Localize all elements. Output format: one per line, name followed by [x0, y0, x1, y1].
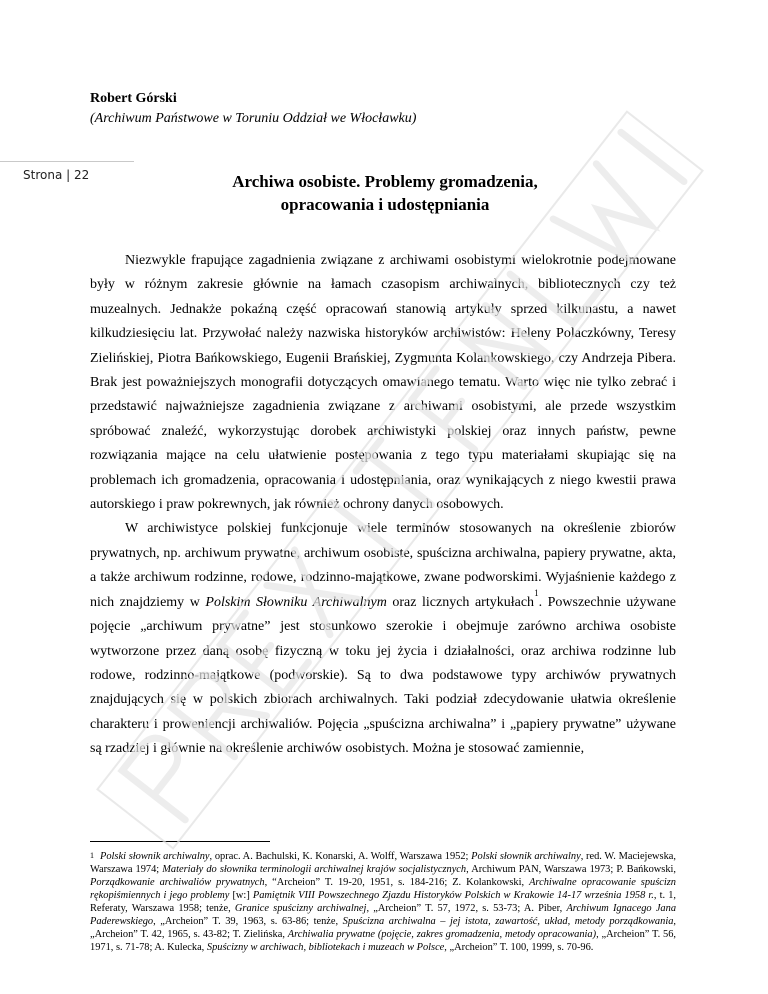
fn-segment-18: , „Archeion” T. 42, 1965, s. 43-82; T. Zielińska,	[90, 916, 677, 940]
fn-segment-3: Polski słownik archiwalny	[471, 851, 581, 862]
fn-segment-5: Materiały do słownika terminologii archiwalnej krajów socjalistycznych	[162, 864, 467, 875]
fn-segment-4: , red. W. Maciejewska, Warszawa 1974;	[90, 851, 677, 875]
fn-segment-19: Archiwalia prywatne (pojęcie, zakres gromadzenia, metody opracowania)	[287, 929, 597, 940]
footnote-1	[90, 850, 676, 954]
footnote-separator	[90, 841, 270, 842]
footnote-number: 1	[90, 851, 94, 860]
fn-segment-16: , „Archeion” T. 39, 1963, s. 63-86; tenże,	[153, 916, 343, 927]
title-line-1: Archiwa osobiste. Problemy gromadzenia,	[232, 172, 538, 191]
fn-segment-21: Spuścizny w archiwach, bibliotekach i muzeach w Polsce	[206, 942, 445, 953]
footnote-reference[interactable]: 1	[534, 587, 539, 598]
title-line-2: opracowania i udostępniania	[280, 195, 490, 214]
fn-segment-6: , Archiwum PAN, Warszawa 1973; P. Bańkowski,	[466, 864, 676, 875]
fn-segment-8: , “Archeion” T. 19-20, 1951, s. 184-216; Z. Kolankowski,	[264, 877, 530, 888]
fn-segment-13: Granice spuścizny archiwalnej	[234, 903, 367, 914]
author-affiliation: (Archiwum Państwowe w Toruniu Oddział we Włocławku)	[90, 111, 417, 126]
fn-segment-11: Pamiętnik VIII Powszechnego Zjazdu Historyków Polskich w Krakowie 14-17 września 1958 r.	[252, 890, 654, 901]
fn-segment-2: , oprac. A. Bachulski, K. Konarski, A. Wolff, Warszawa 1952;	[209, 851, 472, 862]
fn-segment-14: , „Archeion” T. 57, 1972, s. 53-73; A. Piber,	[366, 903, 567, 914]
fn-segment-22: , „Archeion” T. 100, 1999, s. 70-96.	[444, 942, 594, 953]
paragraph-2-italic-title: Polskim Słowniku Archiwalnym	[205, 594, 387, 610]
paragraph-2-text-c: . Powszechnie używane pojęcie „archiwum prywatne” jest stosunkowo szerokie i obejmuje zarówno archiwa osobiste wytworzone przez daną osobę fizyczną w toku jej życia i działalności, oraz archiwa rodzinne lub rodowe, rodzinno-majątkowe (podworskie). Są to dwa podstawowe typy archiwów prywatnych znajdujących się w polskich zbiorach archiwalnych. Taki podział zdecydowanie ułatwia określenie charakteru i proweniencji archiwaliów. Pojęcia „spuścizna archiwalna” i „papiery prywatne” używane są rzadziej i głównie na określenie archiwów osobistych. Można je stosować zamiennie,	[90, 594, 677, 757]
article-body	[90, 249, 676, 762]
paragraph-2-text-a: W archiwistyce polskiej funkcjonuje wiele terminów stosowanych na określenie zbiorów prywatnych, np. archiwum prywatne, archiwum osobiste, spuścizna archiwalna, papiery prywatne, akta, a także archiwum rodzinne, rodowe, rodzinno-majątkowe, zwane podworskimi. Wyjaśnienie każdego z nich znajdziemy w	[90, 521, 676, 610]
margin-rule	[0, 161, 134, 162]
fn-segment-10: [w:]	[229, 890, 253, 901]
paragraph-2	[90, 517, 676, 761]
author-name: Robert Górski	[90, 91, 177, 106]
fn-segment-17: Spuścizna archiwalna – jej istota, zawartość, układ, metody porządkowania	[342, 916, 674, 927]
fn-segment-12: , t. 1, Referaty, Warszawa 1958; tenże,	[90, 890, 676, 914]
paragraph-1: Niezwykle frapujące zagadnienia związane z archiwami osobistymi wielokrotnie podejmowane były w różnym zakresie głównie na łamach czasopism archiwalnych, bibliotecznych czy też muzealnych. Jednakże pokaźną część opracowań stanowią artykuły sprzed kilkunastu, a nawet kilkudziesięciu lat. Przywołać należy nazwiska historyków archiwistów: Heleny Polaczkówny, Teresy Zielińskiej, Piotra Bańkowskiego, Eugenii Brańskiej, Zygmunta Kolankowskiego, czy Andrzeja Pibera. Brak jest poważniejszych monografii dotyczących omawianego tematu. Warto więc nie tylko zebrać i przedstawić najważniejsze zagadnienia związane z archiwami osobistymi, ale przede wszystkim spróbować znaleźć, wykorzystując dorobek archiwistyki polskiej oraz innych państw, pewne rozwiązania mające na celu ułatwienie postępowania z tego typu materiałami skupiając się na problemach ich gromadzenia, opracowania i udostępniania, oraz wynikających z niego kwestii prawa autorskiego i praw pokrewnych, jak również ochrony danych osobowych.	[90, 253, 676, 513]
page-number-label: Strona | 22	[23, 168, 90, 182]
paragraph-2-text-b: oraz licznych artykułach	[386, 594, 535, 610]
fn-segment-20: , „Archeion” T. 56, 1971, s. 71-78; A. Kulecka,	[90, 929, 676, 953]
article-title	[160, 170, 610, 216]
fn-segment-9: Archiwalne opracowanie spuścizn rękopiśmiennych i jego problemy	[90, 877, 676, 901]
fn-segment-1: Polski słownik archiwalny	[100, 851, 210, 862]
fn-segment-15: Archiwum Ignacego Jana Paderewskiego	[90, 903, 677, 927]
fn-segment-7: Porządkowanie archiwaliów prywatnych	[90, 877, 265, 888]
